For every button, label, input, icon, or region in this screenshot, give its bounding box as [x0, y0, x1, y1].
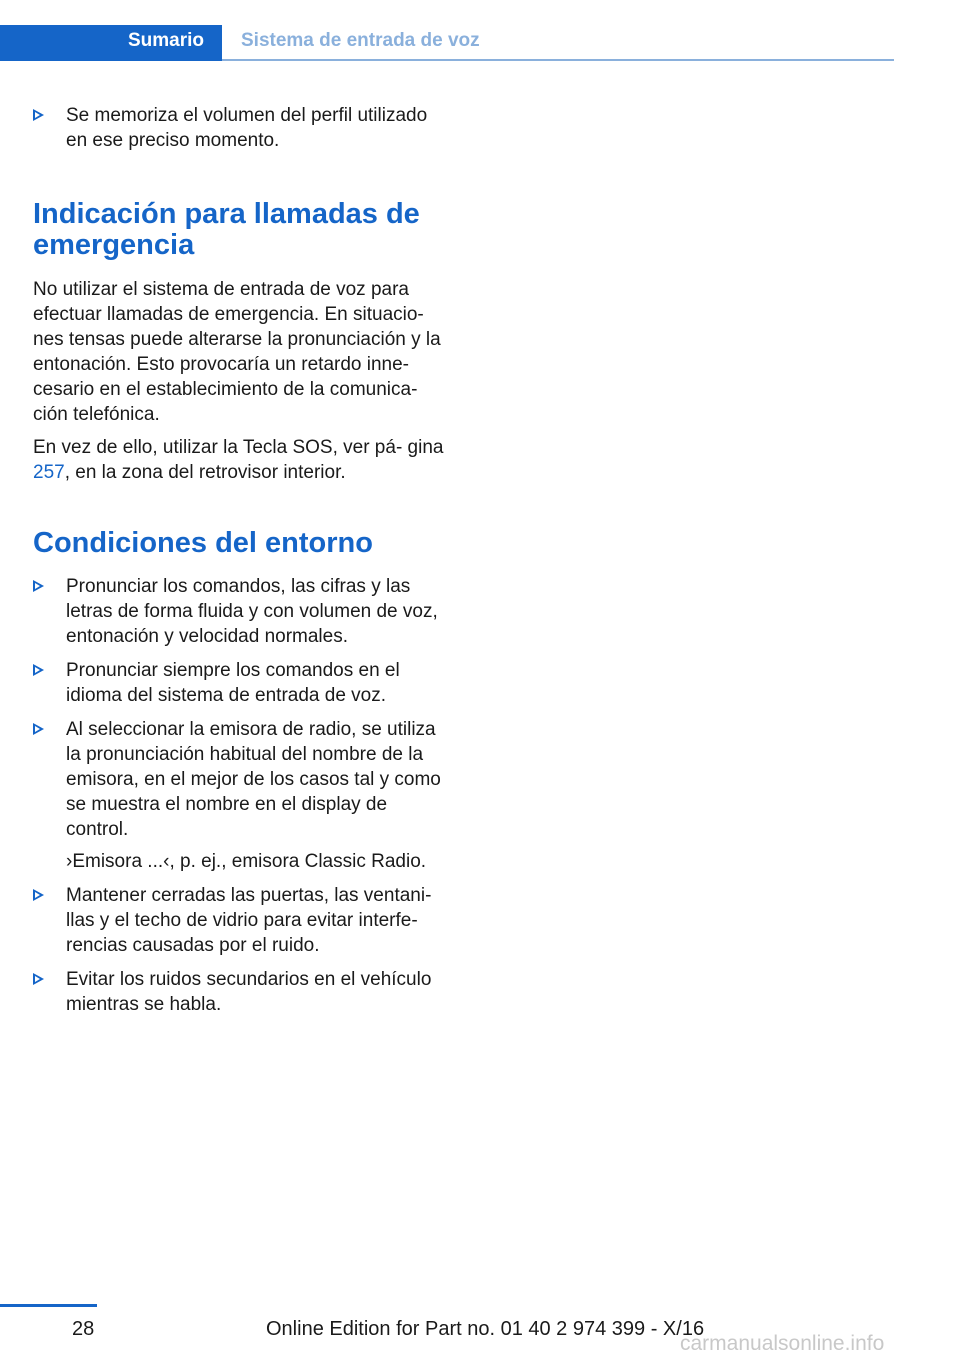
heading-environment: Condiciones del entorno: [33, 527, 373, 559]
list-item-example: ›Emisora ...‹, p. ej., emisora Classic Radio.: [66, 851, 427, 872]
tab-sumario[interactable]: Sumario: [128, 30, 205, 51]
triangle-bullet-icon: [33, 889, 44, 901]
list-item: [33, 574, 453, 649]
list-item: [33, 883, 453, 958]
header-rule: [222, 59, 894, 61]
page-link-257[interactable]: 257: [33, 462, 65, 483]
list-item-text: Al seleccionar la emisora de radio, se utiliza la pronunciación habitual del nombre de la emisora, en el mejor de los casos tal y como se muestra el nombre en el display de control.: [66, 719, 441, 840]
footer-rule: [0, 1304, 97, 1307]
list-item-text: Pronunciar los comandos, las cifras y las letras de forma fluida y con volumen de voz, entonación y velocidad normales.: [66, 576, 438, 647]
triangle-bullet-icon: [33, 109, 44, 121]
triangle-bullet-icon: [33, 973, 44, 985]
list-item-text: Mantener cerradas las puertas, las ventani‐ llas y el techo de vidrio para evitar interfe‐ rencias causadas por el ruido.: [66, 885, 432, 956]
watermark: carmanualsonline.info: [680, 1332, 885, 1355]
list-item-text: Se memoriza el volumen del perfil utilizado en ese preciso momento.: [66, 105, 428, 151]
emergency-paragraph-2-text: En vez de ello, utilizar la Tecla SOS, ver pá‐ gina: [33, 437, 444, 458]
list-item: [33, 717, 453, 874]
emergency-paragraph-2: [33, 435, 453, 485]
triangle-bullet-icon: [33, 723, 44, 735]
list-item: [33, 658, 453, 708]
page-number: 28: [72, 1318, 95, 1340]
list-item: [33, 103, 453, 153]
main-content: [33, 103, 453, 1026]
triangle-bullet-icon: [33, 580, 44, 592]
page-header: [0, 0, 960, 64]
list-item-text: Pronunciar siempre los comandos en el idioma del sistema de entrada de voz.: [66, 660, 400, 706]
emergency-paragraph-2-tail: , en la zona del retrovisor interior.: [64, 462, 346, 483]
list-item: [33, 967, 453, 1017]
list-item-text: Evitar los ruidos secundarios en el vehículo mientras se habla.: [66, 969, 432, 1015]
section-title-tab[interactable]: Sistema de entrada de voz: [241, 30, 480, 51]
edition-text: Online Edition for Part no. 01 40 2 974 399 - X/16: [266, 1318, 705, 1340]
emergency-paragraph-1: No utilizar el sistema de entrada de voz para efectuar llamadas de emergencia. En situacio‐ nes tensas puede alterarse la pronunciación y la entonación. Esto provocaría un retardo inne‐ cesario en el establecimiento de la comunica‐ ción telefónica.: [33, 279, 441, 425]
heading-emergency: Indicación para llamadas de emergencia: [33, 198, 420, 261]
triangle-bullet-icon: [33, 664, 44, 676]
